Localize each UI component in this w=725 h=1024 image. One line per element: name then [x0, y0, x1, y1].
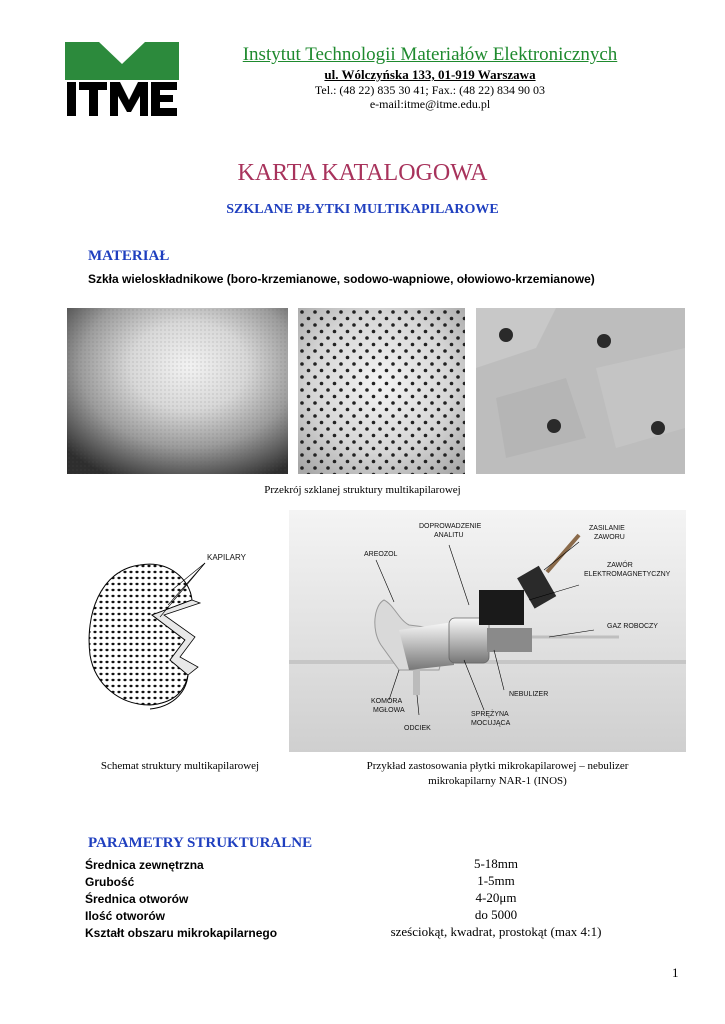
institute-name: Instytut Technologii Materiałów Elektronicznych	[242, 44, 618, 65]
param-value-outer-diameter: 5-18mm	[473, 856, 519, 871]
mglowa-label: MGŁOWA	[373, 707, 405, 714]
elektromagnetyczny-label: ELEKTROMAGNETYCZNY	[584, 571, 671, 578]
micrograph-overview-image	[67, 308, 288, 474]
param-label-hole-count: Ilość otworów	[85, 909, 166, 923]
param-value-thickness: 1-5mm	[477, 873, 515, 888]
nebulizer-label: NEBULIZER	[509, 691, 549, 698]
institute-address: ul. Wólczyńska 133, 01-919 Warszawa	[324, 67, 536, 82]
nebulizer-photo	[289, 510, 686, 752]
param-value-hole-count: do 5000	[474, 907, 518, 922]
param-value-hole-diameter: 4-20μm	[475, 890, 517, 905]
micrograph-grid-image	[298, 308, 465, 474]
sprezyna-label: SPRĘŻYNA	[471, 711, 509, 718]
itme-logo	[65, 42, 179, 118]
doprowadzenie-label: DOPROWADZENIE	[419, 523, 482, 530]
param-label-hole-diameter: Średnica otworów	[85, 892, 189, 906]
nebulizer-caption-line1: Przykład zastosowania płytki mikrokapilarowej – nebulizer	[366, 760, 629, 772]
nebulizer-caption-line2: mikrokapilarny NAR-1 (INOS)	[428, 775, 567, 787]
odciek-label: ODCIEK	[404, 725, 431, 732]
zasilanie-label: ZASILANIE	[589, 525, 625, 532]
areozol-label: AREOZOL	[364, 551, 398, 558]
capillary-structure-diagram	[80, 545, 270, 710]
komora-label: KOMORA	[371, 698, 403, 705]
page-number: 1	[672, 965, 679, 980]
micrograph-closeup-image	[476, 308, 685, 474]
param-label-area-shape: Kształt obszaru mikrokapilarnego	[85, 926, 278, 940]
page-title: KARTA KATALOGOWA	[237, 160, 488, 186]
mocujaca-label: MOCUJĄCA	[471, 720, 511, 727]
institute-phone-fax: Tel.: (48 22) 835 30 41; Fax.: (48 22) 834 90 03	[314, 83, 546, 97]
param-value-area-shape: sześciokąt, kwadrat, prostokąt (max 4:1)	[390, 924, 602, 939]
analitu-label: ANALITU	[434, 532, 464, 539]
institute-email: e-mail:itme@itme.edu.pl	[369, 97, 491, 111]
param-label-thickness: Grubość	[85, 875, 135, 889]
material-description: Szkła wieloskładnikowe (boro-krzemianowe, sodowo-wapniowe, ołowiowo-krzemianowe)	[88, 272, 595, 286]
page-subtitle: SZKLANE PŁYTKI MULTIKAPILAROWE	[226, 202, 499, 217]
zaworu-label: ZAWORU	[594, 534, 625, 541]
param-label-outer-diameter: Średnica zewnętrzna	[85, 858, 204, 872]
material-heading: MATERIAŁ	[88, 248, 170, 264]
parameters-heading: PARAMETRY STRUKTURALNE	[88, 835, 313, 851]
gaz-roboczy-label: GAZ ROBOCZY	[607, 623, 658, 630]
kapilary-label: KAPILARY	[207, 553, 246, 562]
zawor-label: ZAWÓR	[607, 562, 633, 569]
cross-section-caption: Przekrój szklanej struktury multikapilarowej	[264, 484, 461, 496]
schema-caption: Schemat struktury multikapilarowej	[100, 760, 260, 772]
